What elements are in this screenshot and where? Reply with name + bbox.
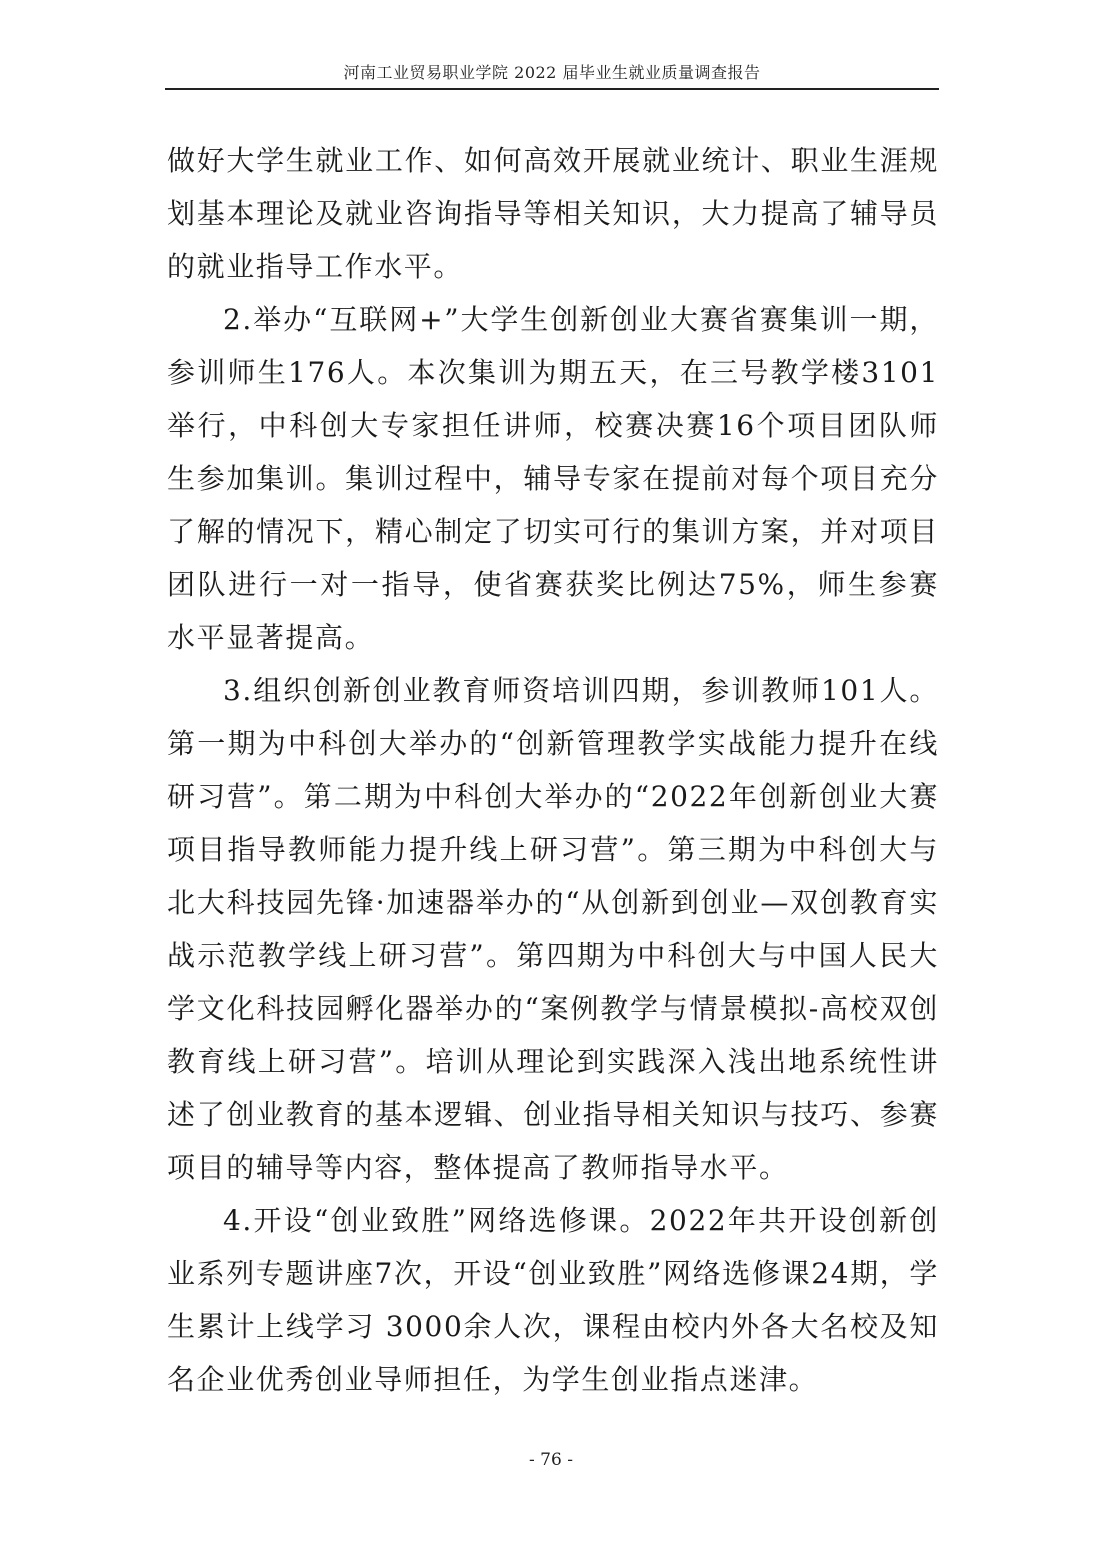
paragraph-item-2: 2.举办“互联网+”大学生创新创业大赛省赛集训一期，参训师生176人。本次集训为期五天，在三号教学楼3101举行，中科创大专家担任讲师，校赛决赛16个项目团队师生参加集训。集训过程中，辅导专家在提前对每个项目充分了解的情况下，精心制定了切实可行的集训方案，并对项目团队进行一对一指导，使省赛获奖比例达75%，师生参赛水平显著提高。 (167, 303, 939, 654)
header-title: 河南工业贸易职业学院 2022 届毕业生就业质量调查报告 (343, 63, 761, 82)
paragraph-item-3: 3.组织创新创业教育师资培训四期，参训教师101人。第一期为中科创大举办的“创新管理教学实战能力提升在线研习营”。第二期为中科创大举办的“2022年创新创业大赛项目指导教师能力提升线上研习营”。第三期为中科创大与北大科技园先锋·加速器举办的“从创新到创业—双创教育实战示范教学线上研习营”。第四期为中科创大与中国人民大学文化科技园孵化器举办的“案例教学与情景模拟-高校双创教育线上研习营”。培训从理论到实践深入浅出地系统性讲述了创业教育的基本逻辑、创业指导相关知识与技巧、参赛项目的辅导等内容，整体提高了教师指导水平。 (167, 674, 939, 1184)
document-body (167, 134, 939, 1406)
page-number: - 76 - (529, 1450, 573, 1470)
paragraph-item-4: 4.开设“创业致胜”网络选修课。2022年共开设创新创业系列专题讲座7次，开设“创业致胜”网络选修课24期，学生累计上线学习 3000余人次，课程由校内外各大名校及知名企业优秀创业导师担任，为学生创业指点迷津。 (167, 1204, 939, 1396)
paragraph-continuation: 做好大学生就业工作、如何高效开展就业统计、职业生涯规划基本理论及就业咨询指导等相关知识，大力提高了辅导员的就业指导工作水平。 (167, 144, 939, 283)
page-header (165, 58, 939, 90)
